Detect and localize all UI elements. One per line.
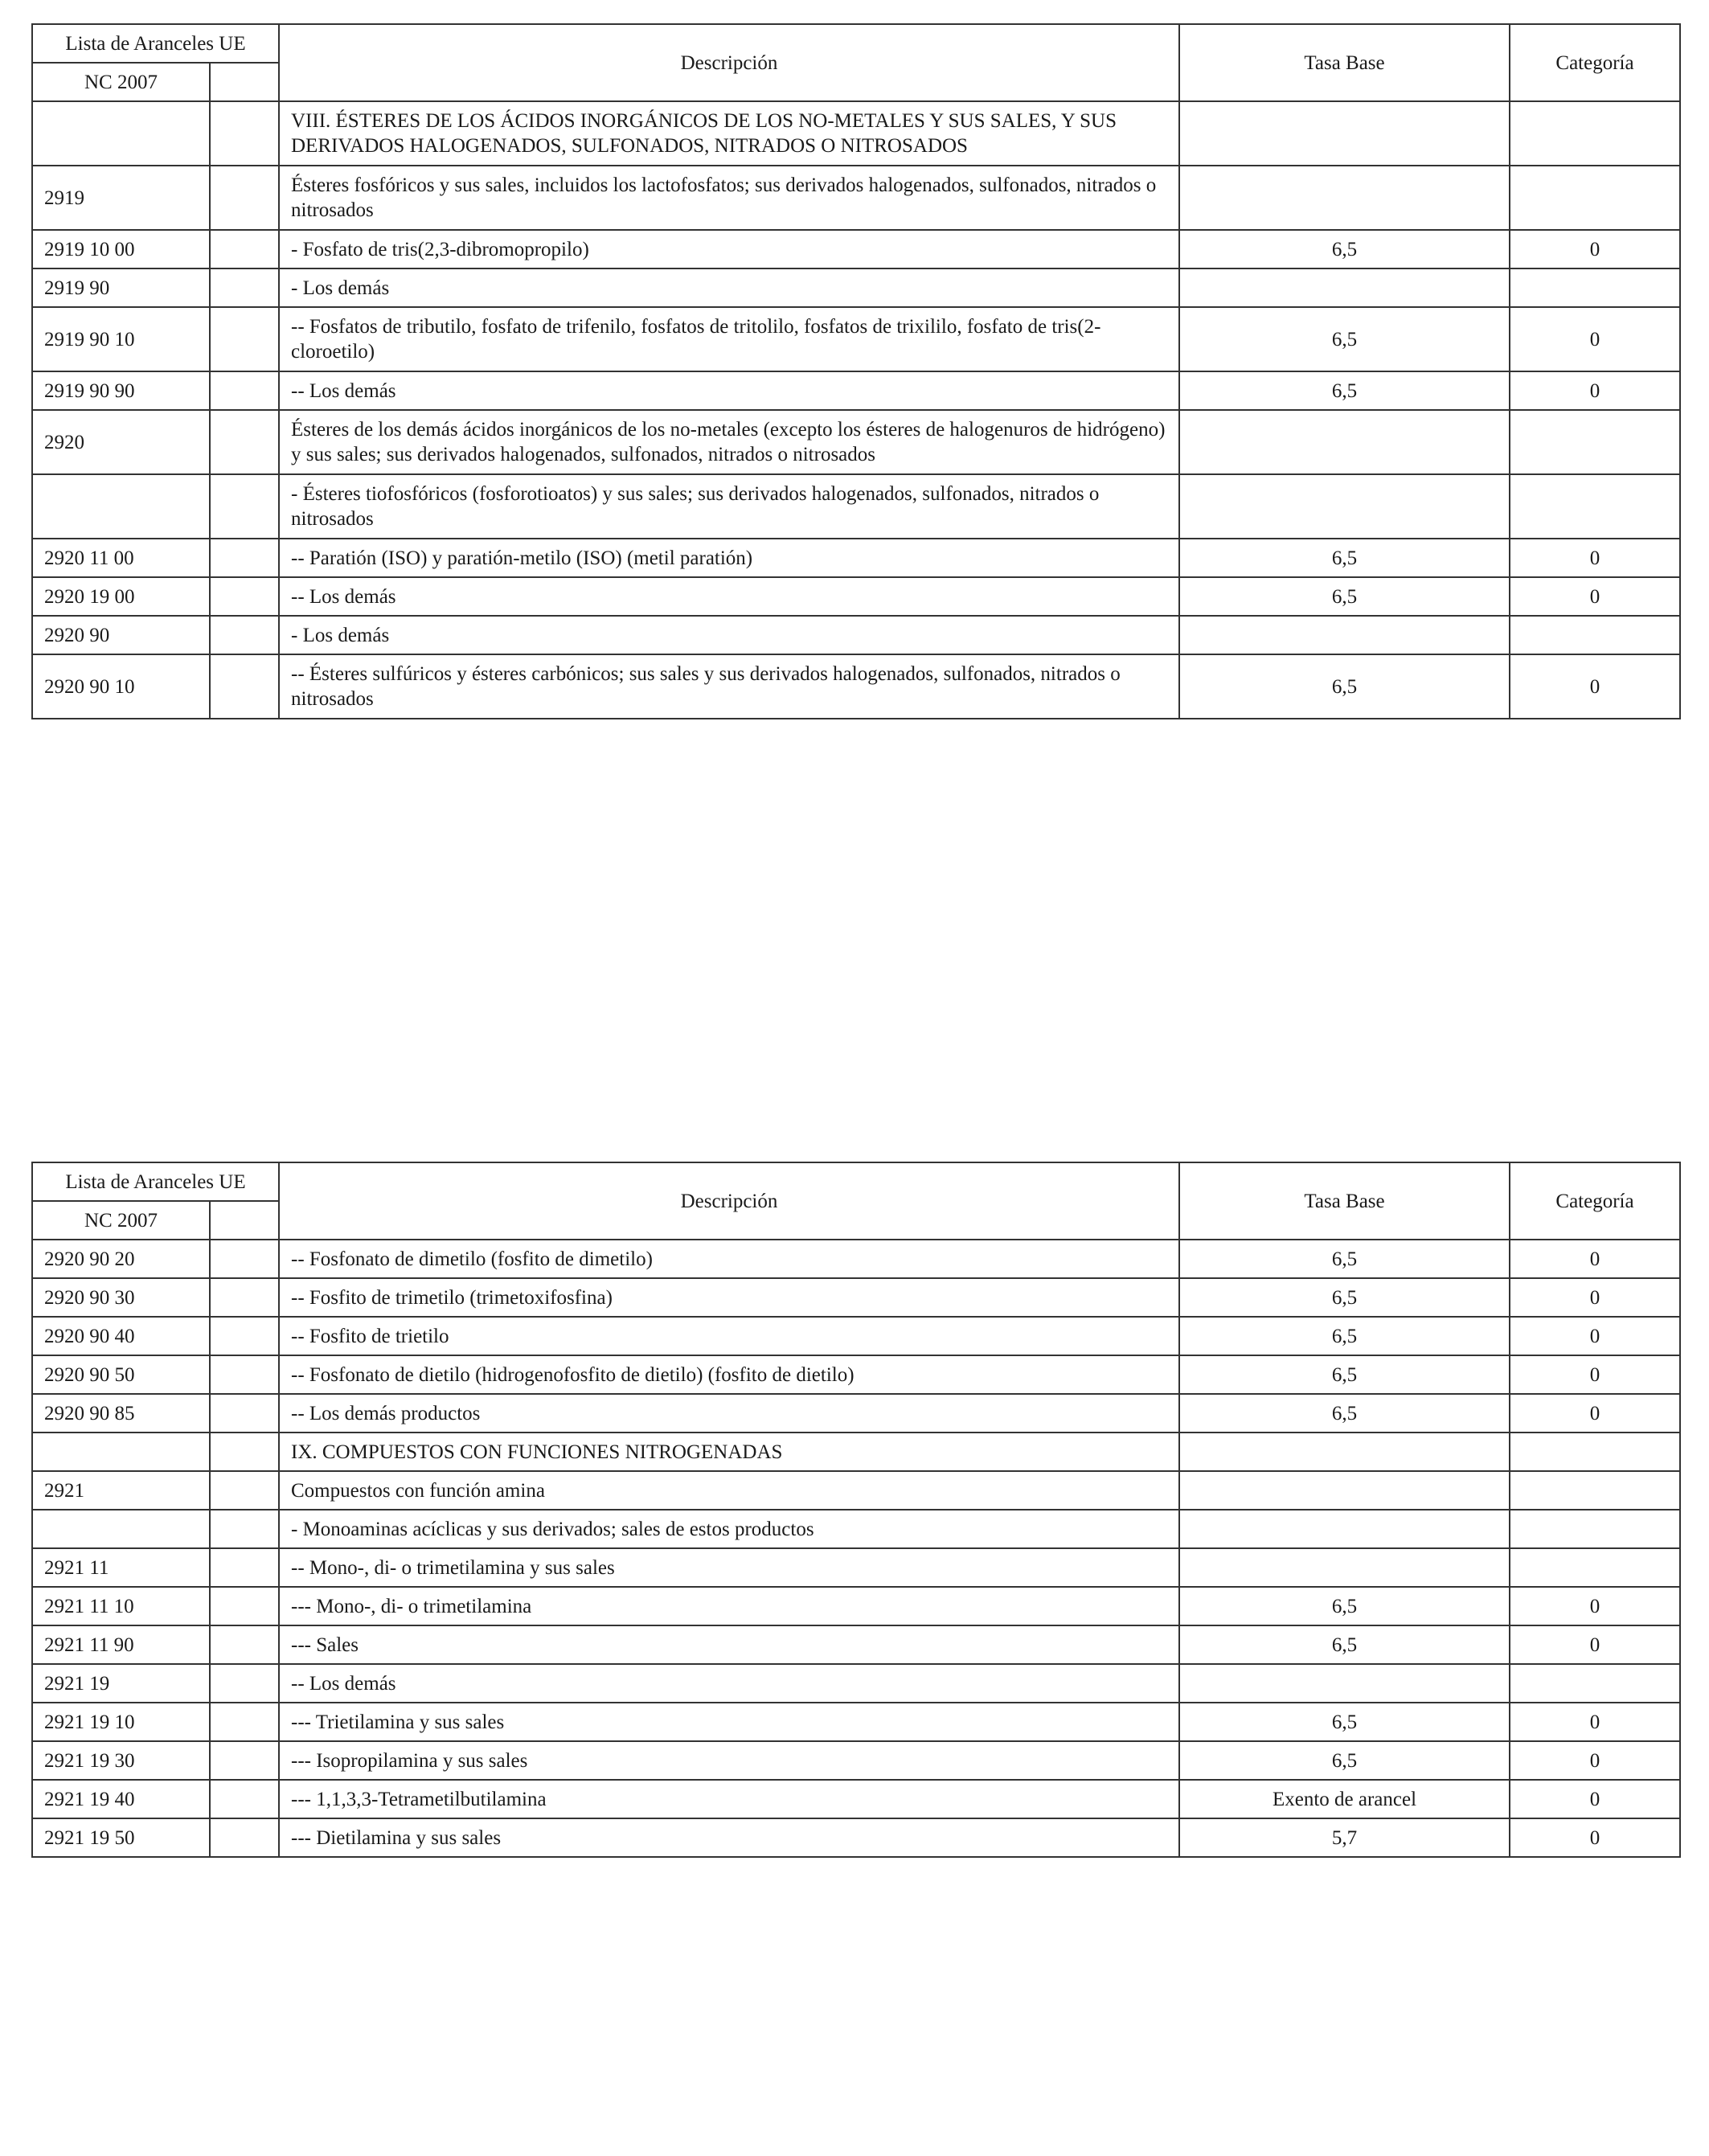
tariff-sub-cell — [210, 1433, 279, 1471]
table-row — [32, 1471, 1680, 1510]
description-cell: Compuestos con función amina — [279, 1471, 1179, 1510]
tariff-sub-cell — [210, 1587, 279, 1625]
base-rate-cell — [1179, 410, 1510, 474]
tariff-sub-cell — [210, 1317, 279, 1355]
description-cell: --- Dietilamina y sus sales — [279, 1818, 1179, 1857]
description-cell: Ésteres de los demás ácidos inorgánicos de los no-metales (excepto los ésteres de halogenuros de hidrógeno) y sus sales; sus derivados halogenados, sulfonados, nitrados o nitrosados — [279, 410, 1179, 474]
table-row — [32, 1433, 1680, 1471]
description-cell: - Los demás — [279, 268, 1179, 307]
tariff-sub-cell — [210, 101, 279, 166]
tariff-code-cell: 2921 11 — [32, 1548, 210, 1587]
table-row — [32, 230, 1680, 268]
table-row — [32, 1664, 1680, 1703]
tariff-code-cell — [32, 1510, 210, 1548]
tariff-sub-cell — [210, 1471, 279, 1510]
category-cell: 0 — [1510, 1355, 1680, 1394]
base-rate-cell: 5,7 — [1179, 1818, 1510, 1857]
base-rate-cell: 6,5 — [1179, 654, 1510, 719]
description-cell: Ésteres fosfóricos y sus sales, incluidos los lactofosfatos; sus derivados halogenados, sulfonados, nitrados o nitrosados — [279, 166, 1179, 230]
tariff-code-cell: 2921 11 10 — [32, 1587, 210, 1625]
category-cell: 0 — [1510, 1317, 1680, 1355]
header-row — [32, 24, 1680, 63]
category-cell: 0 — [1510, 654, 1680, 719]
description-cell: -- Mono-, di- o trimetilamina y sus sales — [279, 1548, 1179, 1587]
table-row — [32, 1394, 1680, 1433]
description-cell: --- Sales — [279, 1625, 1179, 1664]
table-row — [32, 539, 1680, 577]
category-cell: 0 — [1510, 371, 1680, 410]
description-cell: IX. COMPUESTOS CON FUNCIONES NITROGENADAS — [279, 1433, 1179, 1471]
tariff-code-cell: 2921 19 — [32, 1664, 210, 1703]
tariff-code-cell: 2919 90 — [32, 268, 210, 307]
category-cell — [1510, 474, 1680, 539]
header-blank-cell — [210, 1201, 279, 1240]
description-cell: -- Fosfonato de dietilo (hidrogenofosfito de dietilo) (fosfito de dietilo) — [279, 1355, 1179, 1394]
description-cell: -- Fosfonato de dimetilo (fosfito de dimetilo) — [279, 1240, 1179, 1278]
tariff-code-cell: 2920 90 40 — [32, 1317, 210, 1355]
tariff-sub-cell — [210, 1664, 279, 1703]
base-rate-cell: 6,5 — [1179, 1625, 1510, 1664]
tariff-sub-cell — [210, 268, 279, 307]
base-rate-cell: 6,5 — [1179, 1703, 1510, 1741]
base-rate-cell: 6,5 — [1179, 577, 1510, 616]
table-row — [32, 410, 1680, 474]
base-rate-cell: 6,5 — [1179, 1240, 1510, 1278]
description-cell: -- Ésteres sulfúricos y ésteres carbónicos; sus sales y sus derivados halogenados, sulfonados, nitrados o nitrosados — [279, 654, 1179, 719]
category-cell — [1510, 1510, 1680, 1548]
table-row — [32, 1780, 1680, 1818]
header-tasa-base: Tasa Base — [1179, 1162, 1510, 1240]
table-row — [32, 307, 1680, 371]
header-nc-2007: NC 2007 — [32, 1201, 210, 1240]
category-cell: 0 — [1510, 230, 1680, 268]
table-row — [32, 101, 1680, 166]
category-cell: 0 — [1510, 307, 1680, 371]
description-cell: -- Los demás productos — [279, 1394, 1179, 1433]
base-rate-cell — [1179, 1433, 1510, 1471]
table-row — [32, 166, 1680, 230]
tariff-sub-cell — [210, 1394, 279, 1433]
table-row — [32, 1625, 1680, 1664]
tariff-table-1 — [31, 23, 1681, 719]
base-rate-cell: 6,5 — [1179, 307, 1510, 371]
header-row — [32, 1162, 1680, 1201]
tariff-code-cell: 2921 19 30 — [32, 1741, 210, 1780]
table-row — [32, 577, 1680, 616]
base-rate-cell: 6,5 — [1179, 1355, 1510, 1394]
tariff-code-cell: 2921 11 90 — [32, 1625, 210, 1664]
category-cell — [1510, 101, 1680, 166]
description-cell: -- Los demás — [279, 371, 1179, 410]
tariff-code-cell: 2920 19 00 — [32, 577, 210, 616]
base-rate-cell: 6,5 — [1179, 539, 1510, 577]
base-rate-cell — [1179, 1664, 1510, 1703]
tariff-table-2 — [31, 1162, 1681, 1858]
description-cell: -- Los demás — [279, 577, 1179, 616]
table-row — [32, 1278, 1680, 1317]
description-cell: - Fosfato de tris(2,3-dibromopropilo) — [279, 230, 1179, 268]
category-cell — [1510, 1664, 1680, 1703]
category-cell — [1510, 616, 1680, 654]
header-lista: Lista de Aranceles UE — [32, 24, 279, 63]
base-rate-cell: 6,5 — [1179, 371, 1510, 410]
base-rate-cell: 6,5 — [1179, 1394, 1510, 1433]
table-row — [32, 1548, 1680, 1587]
tariff-sub-cell — [210, 616, 279, 654]
description-cell: -- Fosfito de trietilo — [279, 1317, 1179, 1355]
tariff-code-cell: 2920 90 50 — [32, 1355, 210, 1394]
tariff-code-cell: 2921 — [32, 1471, 210, 1510]
tariff-sub-cell — [210, 1780, 279, 1818]
base-rate-cell — [1179, 1510, 1510, 1548]
category-cell — [1510, 410, 1680, 474]
tariff-code-cell: 2920 90 20 — [32, 1240, 210, 1278]
description-cell: - Los demás — [279, 616, 1179, 654]
category-cell: 0 — [1510, 1780, 1680, 1818]
header-descripcion: Descripción — [279, 24, 1179, 101]
tariff-table-2-body — [32, 1162, 1680, 1857]
base-rate-cell — [1179, 101, 1510, 166]
tariff-code-cell: 2919 10 00 — [32, 230, 210, 268]
table-row — [32, 371, 1680, 410]
base-rate-cell — [1179, 474, 1510, 539]
description-cell: -- Fosfatos de tributilo, fosfato de trifenilo, fosfatos de tritolilo, fosfatos de trixililo, fosfato de tris(2-cloroetilo) — [279, 307, 1179, 371]
tariff-code-cell: 2920 90 85 — [32, 1394, 210, 1433]
tariff-code-cell: 2920 90 10 — [32, 654, 210, 719]
tariff-code-cell: 2920 11 00 — [32, 539, 210, 577]
base-rate-cell: 6,5 — [1179, 1587, 1510, 1625]
tariff-sub-cell — [210, 230, 279, 268]
base-rate-cell — [1179, 166, 1510, 230]
description-cell: -- Fosfito de trimetilo (trimetoxifosfina) — [279, 1278, 1179, 1317]
tariff-sub-cell — [210, 1548, 279, 1587]
base-rate-cell — [1179, 616, 1510, 654]
tariff-sub-cell — [210, 1741, 279, 1780]
category-cell: 0 — [1510, 1278, 1680, 1317]
tariff-sub-cell — [210, 166, 279, 230]
base-rate-cell: 6,5 — [1179, 1741, 1510, 1780]
table-row — [32, 654, 1680, 719]
tariff-code-cell: 2919 — [32, 166, 210, 230]
tariff-code-cell: 2919 90 90 — [32, 371, 210, 410]
category-cell: 0 — [1510, 1741, 1680, 1780]
tariff-sub-cell — [210, 307, 279, 371]
tariff-sub-cell — [210, 1703, 279, 1741]
category-cell — [1510, 268, 1680, 307]
category-cell: 0 — [1510, 1240, 1680, 1278]
base-rate-cell — [1179, 1471, 1510, 1510]
table-row — [32, 1317, 1680, 1355]
category-cell: 0 — [1510, 1818, 1680, 1857]
table-row — [32, 1510, 1680, 1548]
table-row — [32, 1240, 1680, 1278]
tariff-sub-cell — [210, 410, 279, 474]
base-rate-cell: 6,5 — [1179, 1278, 1510, 1317]
tariff-code-cell: 2921 19 40 — [32, 1780, 210, 1818]
header-nc-2007: NC 2007 — [32, 63, 210, 101]
tariff-code-cell: 2920 90 30 — [32, 1278, 210, 1317]
description-cell: --- 1,1,3,3-Tetrametilbutilamina — [279, 1780, 1179, 1818]
tariff-sub-cell — [210, 654, 279, 719]
tariff-code-cell: 2919 90 10 — [32, 307, 210, 371]
header-tasa-base: Tasa Base — [1179, 24, 1510, 101]
tariff-sub-cell — [210, 1510, 279, 1548]
description-cell: --- Trietilamina y sus sales — [279, 1703, 1179, 1741]
header-categoria: Categoría — [1510, 1162, 1680, 1240]
description-cell: - Monoaminas acíclicas y sus derivados; sales de estos productos — [279, 1510, 1179, 1548]
category-cell: 0 — [1510, 1587, 1680, 1625]
table-row — [32, 1741, 1680, 1780]
base-rate-cell — [1179, 268, 1510, 307]
category-cell — [1510, 166, 1680, 230]
base-rate-cell: Exento de arancel — [1179, 1780, 1510, 1818]
tariff-sub-cell — [210, 1818, 279, 1857]
description-cell: - Ésteres tiofosfóricos (fosforotioatos) y sus sales; sus derivados halogenados, sulfonados, nitrados o nitrosados — [279, 474, 1179, 539]
tariff-code-cell: 2921 19 10 — [32, 1703, 210, 1741]
tariff-table-1-body — [32, 24, 1680, 719]
header-descripcion: Descripción — [279, 1162, 1179, 1240]
table-row — [32, 1355, 1680, 1394]
tariff-code-cell — [32, 1433, 210, 1471]
tariff-sub-cell — [210, 474, 279, 539]
table-row — [32, 1703, 1680, 1741]
table-row — [32, 474, 1680, 539]
base-rate-cell — [1179, 1548, 1510, 1587]
category-cell: 0 — [1510, 1703, 1680, 1741]
header-blank-cell — [210, 63, 279, 101]
table-row — [32, 1587, 1680, 1625]
category-cell: 0 — [1510, 577, 1680, 616]
description-cell: -- Los demás — [279, 1664, 1179, 1703]
tariff-code-cell: 2920 — [32, 410, 210, 474]
tariff-sub-cell — [210, 577, 279, 616]
tariff-sub-cell — [210, 1240, 279, 1278]
table-row — [32, 268, 1680, 307]
base-rate-cell: 6,5 — [1179, 230, 1510, 268]
tariff-code-cell: 2920 90 — [32, 616, 210, 654]
category-cell — [1510, 1471, 1680, 1510]
tariff-sub-cell — [210, 1278, 279, 1317]
header-categoria: Categoría — [1510, 24, 1680, 101]
tariff-sub-cell — [210, 1355, 279, 1394]
category-cell — [1510, 1548, 1680, 1587]
description-cell: --- Mono-, di- o trimetilamina — [279, 1587, 1179, 1625]
tariff-sub-cell — [210, 371, 279, 410]
category-cell: 0 — [1510, 1394, 1680, 1433]
category-cell — [1510, 1433, 1680, 1471]
base-rate-cell: 6,5 — [1179, 1317, 1510, 1355]
tariff-sub-cell — [210, 1625, 279, 1664]
tariff-code-cell: 2921 19 50 — [32, 1818, 210, 1857]
tariff-sub-cell — [210, 539, 279, 577]
description-cell: -- Paratión (ISO) y paratión-metilo (ISO) (metil paratión) — [279, 539, 1179, 577]
description-cell: VIII. ÉSTERES DE LOS ÁCIDOS INORGÁNICOS DE LOS NO-METALES Y SUS SALES, Y SUS DERIVADOS HALOGENADOS, SULFONADOS, NITRADOS O NITROSADOS — [279, 101, 1179, 166]
header-lista: Lista de Aranceles UE — [32, 1162, 279, 1201]
tariff-code-cell — [32, 101, 210, 166]
tariff-code-cell — [32, 474, 210, 539]
category-cell: 0 — [1510, 539, 1680, 577]
table-row — [32, 1818, 1680, 1857]
description-cell: --- Isopropilamina y sus sales — [279, 1741, 1179, 1780]
category-cell: 0 — [1510, 1625, 1680, 1664]
table-row — [32, 616, 1680, 654]
